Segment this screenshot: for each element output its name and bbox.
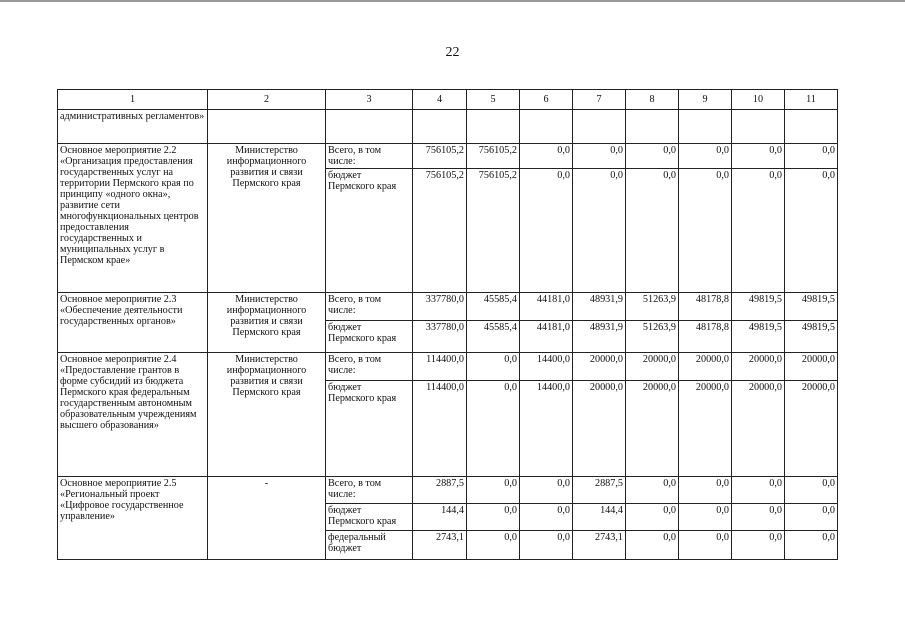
amount-cell: 0,0 xyxy=(679,531,732,560)
amount-cell: 0,0 xyxy=(520,169,573,293)
amount-cell: 0,0 xyxy=(467,477,520,504)
funding-source-cell: Всего, в том числе: xyxy=(326,293,413,321)
amount-cell: 48178,8 xyxy=(679,293,732,321)
amount-cell: 114400,0 xyxy=(413,381,467,477)
amount-cell: 49819,5 xyxy=(785,293,838,321)
amount-cell: 756105,2 xyxy=(467,144,520,169)
amount-cell: 0,0 xyxy=(467,531,520,560)
activity-cell: Основное мероприятие 2.2 «Организация предоставления государственных услуг на территории Пермского края по принципу «одного окна», развитие сети многофункциональных центров предоставления государственных и муниципальных услуг в Пермском крае» xyxy=(58,144,208,293)
empty-cell xyxy=(467,110,520,144)
amount-cell: 45585,4 xyxy=(467,293,520,321)
amount-cell: 0,0 xyxy=(467,353,520,381)
empty-cell xyxy=(520,110,573,144)
table-row xyxy=(58,293,838,321)
amount-cell: 0,0 xyxy=(467,381,520,477)
funding-source-cell: Всего, в том числе: xyxy=(326,144,413,169)
amount-cell: 0,0 xyxy=(785,477,838,504)
amount-cell: 14400,0 xyxy=(520,381,573,477)
column-header: 9 xyxy=(679,90,732,110)
amount-cell: 0,0 xyxy=(679,477,732,504)
page-number: 22 xyxy=(445,45,460,60)
empty-cell xyxy=(208,110,326,144)
column-header: 10 xyxy=(732,90,785,110)
amount-cell: 756105,2 xyxy=(413,144,467,169)
activity-cell: Основное мероприятие 2.3 «Обеспечение деятельности государственных органов» xyxy=(58,293,208,353)
amount-cell: 0,0 xyxy=(520,531,573,560)
amount-cell: 49819,5 xyxy=(732,321,785,353)
amount-cell: 0,0 xyxy=(732,169,785,293)
amount-cell: 0,0 xyxy=(467,504,520,531)
amount-cell: 20000,0 xyxy=(785,381,838,477)
empty-cell xyxy=(326,110,413,144)
funding-source-cell: бюджет Пермского края xyxy=(326,169,413,293)
amount-cell: 20000,0 xyxy=(732,381,785,477)
amount-cell: 14400,0 xyxy=(520,353,573,381)
activity-cell: административных регламентов» xyxy=(58,110,208,144)
amount-cell: 0,0 xyxy=(679,144,732,169)
amount-cell: 2743,1 xyxy=(573,531,626,560)
amount-cell: 48931,9 xyxy=(573,321,626,353)
amount-cell: 48931,9 xyxy=(573,293,626,321)
amount-cell: 337780,0 xyxy=(413,293,467,321)
amount-cell: 20000,0 xyxy=(679,381,732,477)
amount-cell: 0,0 xyxy=(785,144,838,169)
empty-cell xyxy=(679,110,732,144)
amount-cell: 756105,2 xyxy=(413,169,467,293)
amount-cell: 0,0 xyxy=(520,144,573,169)
amount-cell: 49819,5 xyxy=(785,321,838,353)
activity-cell: Основное мероприятие 2.5 «Региональный проект «Цифровое государственное управление» xyxy=(58,477,208,560)
amount-cell: 144,4 xyxy=(573,504,626,531)
funding-source-cell: бюджет Пермского края xyxy=(326,381,413,477)
amount-cell: 20000,0 xyxy=(679,353,732,381)
column-header: 4 xyxy=(413,90,467,110)
amount-cell: 756105,2 xyxy=(467,169,520,293)
budget-table xyxy=(57,89,838,560)
amount-cell: 144,4 xyxy=(413,504,467,531)
amount-cell: 51263,9 xyxy=(626,321,679,353)
column-header: 1 xyxy=(58,90,208,110)
empty-cell xyxy=(785,110,838,144)
amount-cell: 51263,9 xyxy=(626,293,679,321)
amount-cell: 0,0 xyxy=(520,504,573,531)
amount-cell: 0,0 xyxy=(626,169,679,293)
amount-cell: 49819,5 xyxy=(732,293,785,321)
responsible-cell: Министерство информационного развития и связи Пермского края xyxy=(208,353,326,477)
amount-cell: 0,0 xyxy=(679,504,732,531)
amount-cell: 0,0 xyxy=(626,531,679,560)
amount-cell: 0,0 xyxy=(732,477,785,504)
amount-cell: 0,0 xyxy=(679,169,732,293)
amount-cell: 0,0 xyxy=(626,144,679,169)
amount-cell: 337780,0 xyxy=(413,321,467,353)
amount-cell: 0,0 xyxy=(626,477,679,504)
amount-cell: 0,0 xyxy=(573,169,626,293)
amount-cell: 0,0 xyxy=(732,504,785,531)
column-header: 3 xyxy=(326,90,413,110)
empty-cell xyxy=(413,110,467,144)
responsible-cell: Министерство информационного развития и связи Пермского края xyxy=(208,144,326,293)
column-header: 6 xyxy=(520,90,573,110)
amount-cell: 0,0 xyxy=(732,531,785,560)
table-row xyxy=(58,353,838,381)
amount-cell: 20000,0 xyxy=(626,353,679,381)
funding-source-cell: бюджет Пермского края xyxy=(326,504,413,531)
column-header: 8 xyxy=(626,90,679,110)
amount-cell: 20000,0 xyxy=(785,353,838,381)
amount-cell: 0,0 xyxy=(785,504,838,531)
amount-cell: 20000,0 xyxy=(573,381,626,477)
header-row xyxy=(58,90,838,110)
amount-cell: 0,0 xyxy=(573,144,626,169)
responsible-cell: Министерство информационного развития и связи Пермского края xyxy=(208,293,326,353)
amount-cell: 114400,0 xyxy=(413,353,467,381)
amount-cell: 0,0 xyxy=(732,144,785,169)
amount-cell: 0,0 xyxy=(785,169,838,293)
amount-cell: 0,0 xyxy=(785,531,838,560)
funding-source-cell: бюджет Пермского края xyxy=(326,321,413,353)
responsible-cell: - xyxy=(208,477,326,560)
continuation-row xyxy=(58,110,838,144)
funding-source-cell: Всего, в том числе: xyxy=(326,477,413,504)
activity-cell: Основное мероприятие 2.4 «Предоставление грантов в форме субсидий из бюджета Пермского края федеральным государственным автономным образовательным учреждениям высшего образования» xyxy=(58,353,208,477)
top-border-rule xyxy=(0,0,905,2)
amount-cell: 48178,8 xyxy=(679,321,732,353)
amount-cell: 45585,4 xyxy=(467,321,520,353)
table-row xyxy=(58,144,838,169)
amount-cell: 0,0 xyxy=(520,477,573,504)
column-header: 7 xyxy=(573,90,626,110)
column-header: 5 xyxy=(467,90,520,110)
amount-cell: 44181,0 xyxy=(520,321,573,353)
funding-source-cell: Всего, в том числе: xyxy=(326,353,413,381)
amount-cell: 20000,0 xyxy=(626,381,679,477)
amount-cell: 44181,0 xyxy=(520,293,573,321)
column-header: 11 xyxy=(785,90,838,110)
column-header: 2 xyxy=(208,90,326,110)
empty-cell xyxy=(732,110,785,144)
table-row xyxy=(58,477,838,504)
amount-cell: 20000,0 xyxy=(573,353,626,381)
funding-source-cell: федеральный бюджет xyxy=(326,531,413,560)
amount-cell: 2887,5 xyxy=(413,477,467,504)
amount-cell: 0,0 xyxy=(626,504,679,531)
amount-cell: 20000,0 xyxy=(732,353,785,381)
amount-cell: 2743,1 xyxy=(413,531,467,560)
empty-cell xyxy=(573,110,626,144)
amount-cell: 2887,5 xyxy=(573,477,626,504)
empty-cell xyxy=(626,110,679,144)
